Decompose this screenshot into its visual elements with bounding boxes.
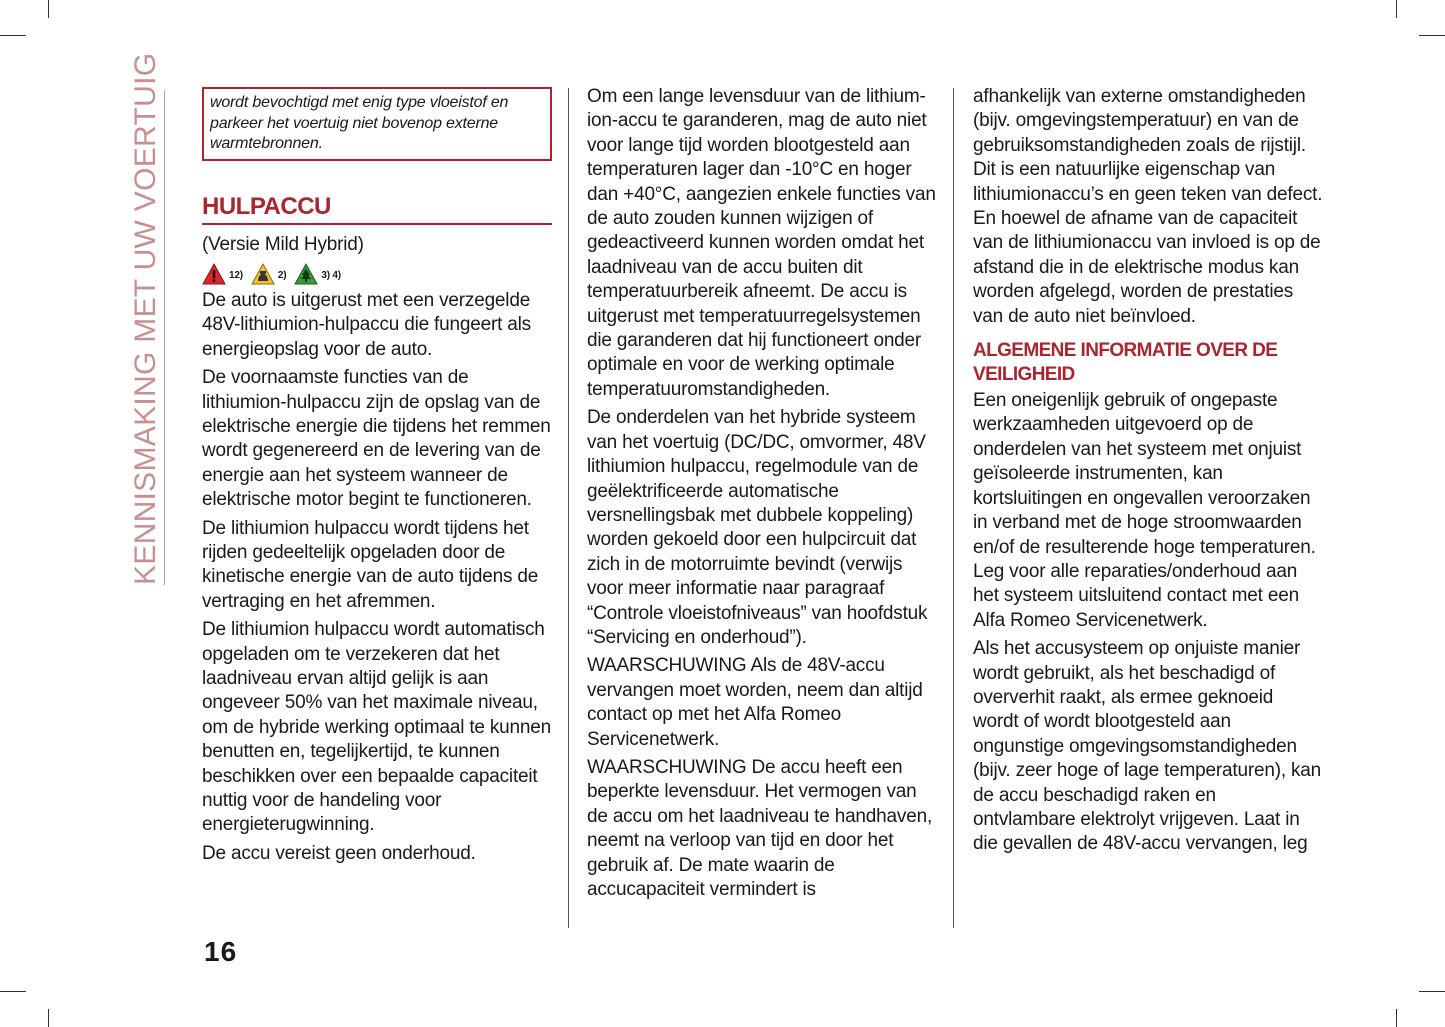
paragraph: De voornaamste functies van de lithiumion-hulpaccu zijn de opslag van de elektrische energie die tijdens het remmen wordt gegenereerd en de levering van de energie aan het systeem wanneer de elektrische motor begint te functioneren. bbox=[202, 367, 551, 511]
paragraph: Als het accusysteem op onjuiste manier wordt gebruikt, als het beschadigd of oververhit raakt, als ermee geknoeid wordt of wordt blootgesteld aan ongunstige omgevingsomstandigheden (bijv. zeer hoge of lage temperaturen), kan de accu beschadigd raken en ontvlambare elektrolyt vrijgeven. Laat in die gevallen de 48V-accu vervangen, leg bbox=[973, 638, 1322, 855]
column-separator bbox=[568, 88, 569, 928]
crop-mark bbox=[1419, 35, 1445, 36]
crop-mark bbox=[1396, 0, 1397, 18]
safety-subheading: ALGEMENE INFORMATIE OVER DE VEILIGHEID bbox=[973, 340, 1278, 386]
reference-number: 3) 4) bbox=[321, 269, 341, 281]
crop-mark bbox=[0, 991, 26, 992]
warning-triangle-icon bbox=[202, 263, 226, 285]
page-number: 16 bbox=[204, 936, 238, 967]
paragraph: afhankelijk van externe omstandigheden (bijv. omgevingstemperatuur) en van de gebruiksomstandigheden zoals de rijstijl. Dit is een natuurlijke eigenschap van lithiumionaccu’s en geen teken van defect. En hoewel de afname van de capaciteit van de lithiumionaccu van invloed is op de afstand die in de elektrische modus kan worden afgelegd, worden de prestaties van de auto niet beïnvloed. bbox=[973, 86, 1323, 327]
paragraph: De onderdelen van het hybride systeem van het voertuig (DC/DC, omvormer, 48V lithiumion hulpaccu, regelmodule van de geëlektrificeerde automatische versnellingsbak met dubbele koppeling) worden gekoeld door een hulpcircuit dat zich in de motorruimte bevindt (verwijs voor meer informatie naar paragraaf “Controle vloeistofniveaus” van hoofdstuk “Servicing en onderhoud”). bbox=[587, 407, 928, 648]
column-3 bbox=[973, 85, 1323, 861]
chapter-side-title bbox=[128, 52, 164, 585]
version-note: (Versie Mild Hybrid) bbox=[202, 233, 364, 255]
environment-tree-icon bbox=[294, 263, 318, 285]
crop-mark bbox=[1396, 1009, 1397, 1027]
paragraph: Een oneigenlijk gebruik of ongepaste werkzaamheden uitgevoerd op de onderdelen van het systeem met onjuist geïsoleerde instrumenten, kan kortsluitingen en ongevallen veroorzaken in verband met de hoge stroomwaarden en/of de resulterende hoge temperaturen. Leg voor alle reparaties/onderhoud aan het systeem uitsluitend contact met een Alfa Romeo Servicenetwerk. bbox=[973, 390, 1316, 631]
reference-number: 2) bbox=[277, 269, 287, 281]
warning-box bbox=[202, 87, 552, 161]
reference-icons bbox=[202, 261, 552, 287]
paragraph: WAARSCHUWING Als de 48V-accu vervangen moet worden, neem dan altijd contact op met het Alfa Romeo Servicenetwerk. bbox=[587, 655, 923, 750]
crop-mark bbox=[1419, 991, 1445, 992]
paragraph: De lithiumion hulpaccu wordt automatisch opgeladen om te verzekeren dat het laadniveau ervan altijd gelijk is aan ongeveer 50% van het maximale niveau, om de hybride werking optimaal te kunnen benutten en, tegelijkertijd, te kunnen beschikken over een bepaalde capaciteit nuttig voor de handeling voor energieterugwinning. bbox=[202, 619, 551, 836]
crop-mark bbox=[48, 0, 49, 18]
chapter-side-title-text: KENNISMAKING MET UW VOERTUIG bbox=[129, 52, 162, 585]
side-title-rule bbox=[164, 90, 165, 585]
paragraph: Om een lange levensduur van de lithium-ion-accu te garanderen, mag de auto niet voor lange tijd worden blootgesteld aan temperaturen lager dan -10°C en hoger dan +40°C, aangezien enkele functies van de auto zouden kunnen wijzigen of gedeactiveerd kunnen worden omdat het laadniveau van de accu buiten dit temperatuurbereik afneemt. De accu is uitgerust met temperatuurregelsystemen die garanderen dat hij functioneert onder optimale en voor de werking optimale temperatuuromstandigheden. bbox=[587, 86, 936, 400]
section-heading: HULPACCU bbox=[202, 193, 552, 225]
crop-mark bbox=[48, 1009, 49, 1027]
crop-mark bbox=[0, 35, 26, 36]
column-separator bbox=[953, 88, 954, 928]
caution-hand-icon bbox=[251, 263, 275, 285]
reference-number: 12) bbox=[229, 269, 243, 281]
warning-box-text: wordt bevochtigd met enig type vloeistof en parkeer het voertuig niet bovenop externe warmtebronnen. bbox=[210, 94, 509, 152]
paragraph: De auto is uitgerust met een verzegelde 48V-lithiumion-hulpaccu die fungeert als energieopslag voor de auto. bbox=[202, 289, 531, 360]
column-1 bbox=[202, 85, 552, 870]
paragraph: De lithiumion hulpaccu wordt tijdens het rijden gedeeltelijk opgeladen door de kinetische energie van de auto tijdens de vertraging en het afremmen. bbox=[202, 517, 539, 612]
column-2 bbox=[587, 85, 939, 906]
paragraph: De accu vereist geen onderhoud. bbox=[202, 842, 476, 864]
paragraph: WAARSCHUWING De accu heeft een beperkte levensduur. Het vermogen van de accu om het laadniveau te handhaven, neemt na verloop van tijd en door het gebruik af. De mate waarin de accucapaciteit vermindert is bbox=[587, 756, 933, 900]
